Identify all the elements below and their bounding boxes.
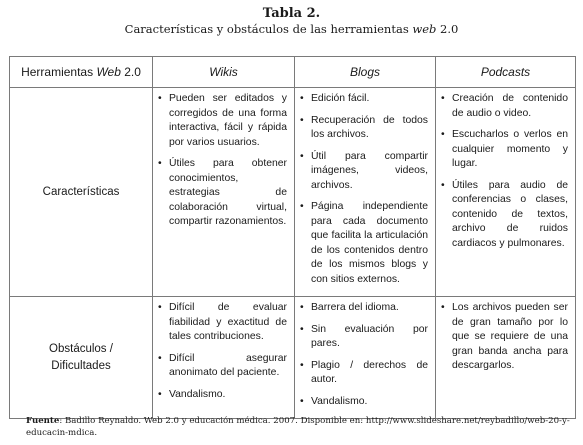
subtitle-text: Características y obstáculos de las herramientas [124, 22, 413, 36]
header-tools [10, 57, 153, 88]
list-item: • Útil para compartir imágenes, videos, archivos. [299, 150, 428, 194]
list-item: • Pueden ser editados y corregidos de una forma interactiva, fácil y rápida por varios usuarios. [157, 92, 287, 150]
list-item: • Plagio / derechos de autor. [299, 359, 428, 388]
row-caracteristicas [10, 88, 576, 297]
header-row [10, 57, 576, 88]
list-item: • Creación de contenido de audio o video. [440, 92, 568, 121]
table-subtitle [0, 22, 583, 37]
list-item: • Útiles para audio de conferencias o clases, contenido de textos, archivo de ruidos cardiacos y pulmonares. [440, 179, 568, 252]
header-tools-suffix: 2.0 [120, 64, 141, 79]
bullet-list [299, 92, 428, 287]
row-label-line: Obstáculos / [49, 342, 113, 355]
header-podcasts-label: Podcasts [480, 64, 531, 79]
list-item: • Página independiente para cada documento que facilita la articulación de los contenidos dentro de los mismos blogs y con sitios externos. [299, 200, 428, 287]
header-wikis [153, 57, 295, 88]
bullet-list [440, 92, 568, 251]
bullet-list [157, 92, 287, 230]
bullet-list [299, 301, 428, 409]
header-blogs-label: Blogs [349, 64, 381, 79]
source-note [26, 416, 576, 439]
row-label-line: Características [42, 185, 120, 198]
row-obstaculos [10, 297, 576, 419]
subtitle-suffix: 2.0 [436, 22, 459, 36]
cell-blogs-caracteristicas [295, 88, 436, 297]
header-podcasts [436, 57, 576, 88]
list-item: • Vandalismo. [299, 395, 428, 410]
list-item: • Edición fácil. [299, 92, 428, 107]
row-label-obstaculos [10, 297, 153, 419]
cell-wikis-obstaculos [153, 297, 295, 419]
list-item: • Recuperación de todos los archivos. [299, 114, 428, 143]
source-text: : Badillo Reynaldo. Web 2.0 y educación médica. 2007. Disponible en: http://www.slideshare.net/reybadillo/web-20-y-educacin-mdica. [26, 416, 570, 438]
header-wikis-label: Wikis [209, 64, 238, 79]
subtitle-italic: web [412, 22, 437, 36]
bullet-list [440, 301, 568, 374]
header-blogs [295, 57, 436, 88]
source-label: Fuente [26, 416, 60, 426]
list-item: • Difícil asegurar anonimato del paciente. [157, 352, 287, 381]
table-title: Tabla 2. [262, 6, 321, 21]
cell-podcasts-obstaculos [436, 297, 576, 419]
cell-wikis-caracteristicas [153, 88, 295, 297]
list-item: • Escucharlos o verlos en cualquier momento y lugar. [440, 128, 568, 172]
list-item: • Sin evaluación por pares. [299, 323, 428, 352]
header-tools-italic: Web [96, 64, 121, 79]
list-item: • Difícil de evaluar fiabilidad y exactitud de tales contribuciones. [157, 301, 287, 345]
row-label-caracteristicas [10, 88, 153, 297]
tools-table [9, 56, 576, 419]
row-label-line: Dificultades [51, 359, 111, 372]
cell-podcasts-caracteristicas [436, 88, 576, 297]
list-item: • Los archivos pueden ser de gran tamaño por lo que se requiere de una gran banda ancha para descargarlos. [440, 301, 568, 374]
list-item: • Útiles para obtener conocimientos, estrategias de colaboración virtual, compartir razonamientos. [157, 157, 287, 230]
header-tools-text: Herramientas [21, 64, 97, 79]
bullet-list [157, 301, 287, 402]
list-item: • Vandalismo. [157, 388, 287, 403]
cell-blogs-obstaculos [295, 297, 436, 419]
list-item: • Barrera del idioma. [299, 301, 428, 316]
